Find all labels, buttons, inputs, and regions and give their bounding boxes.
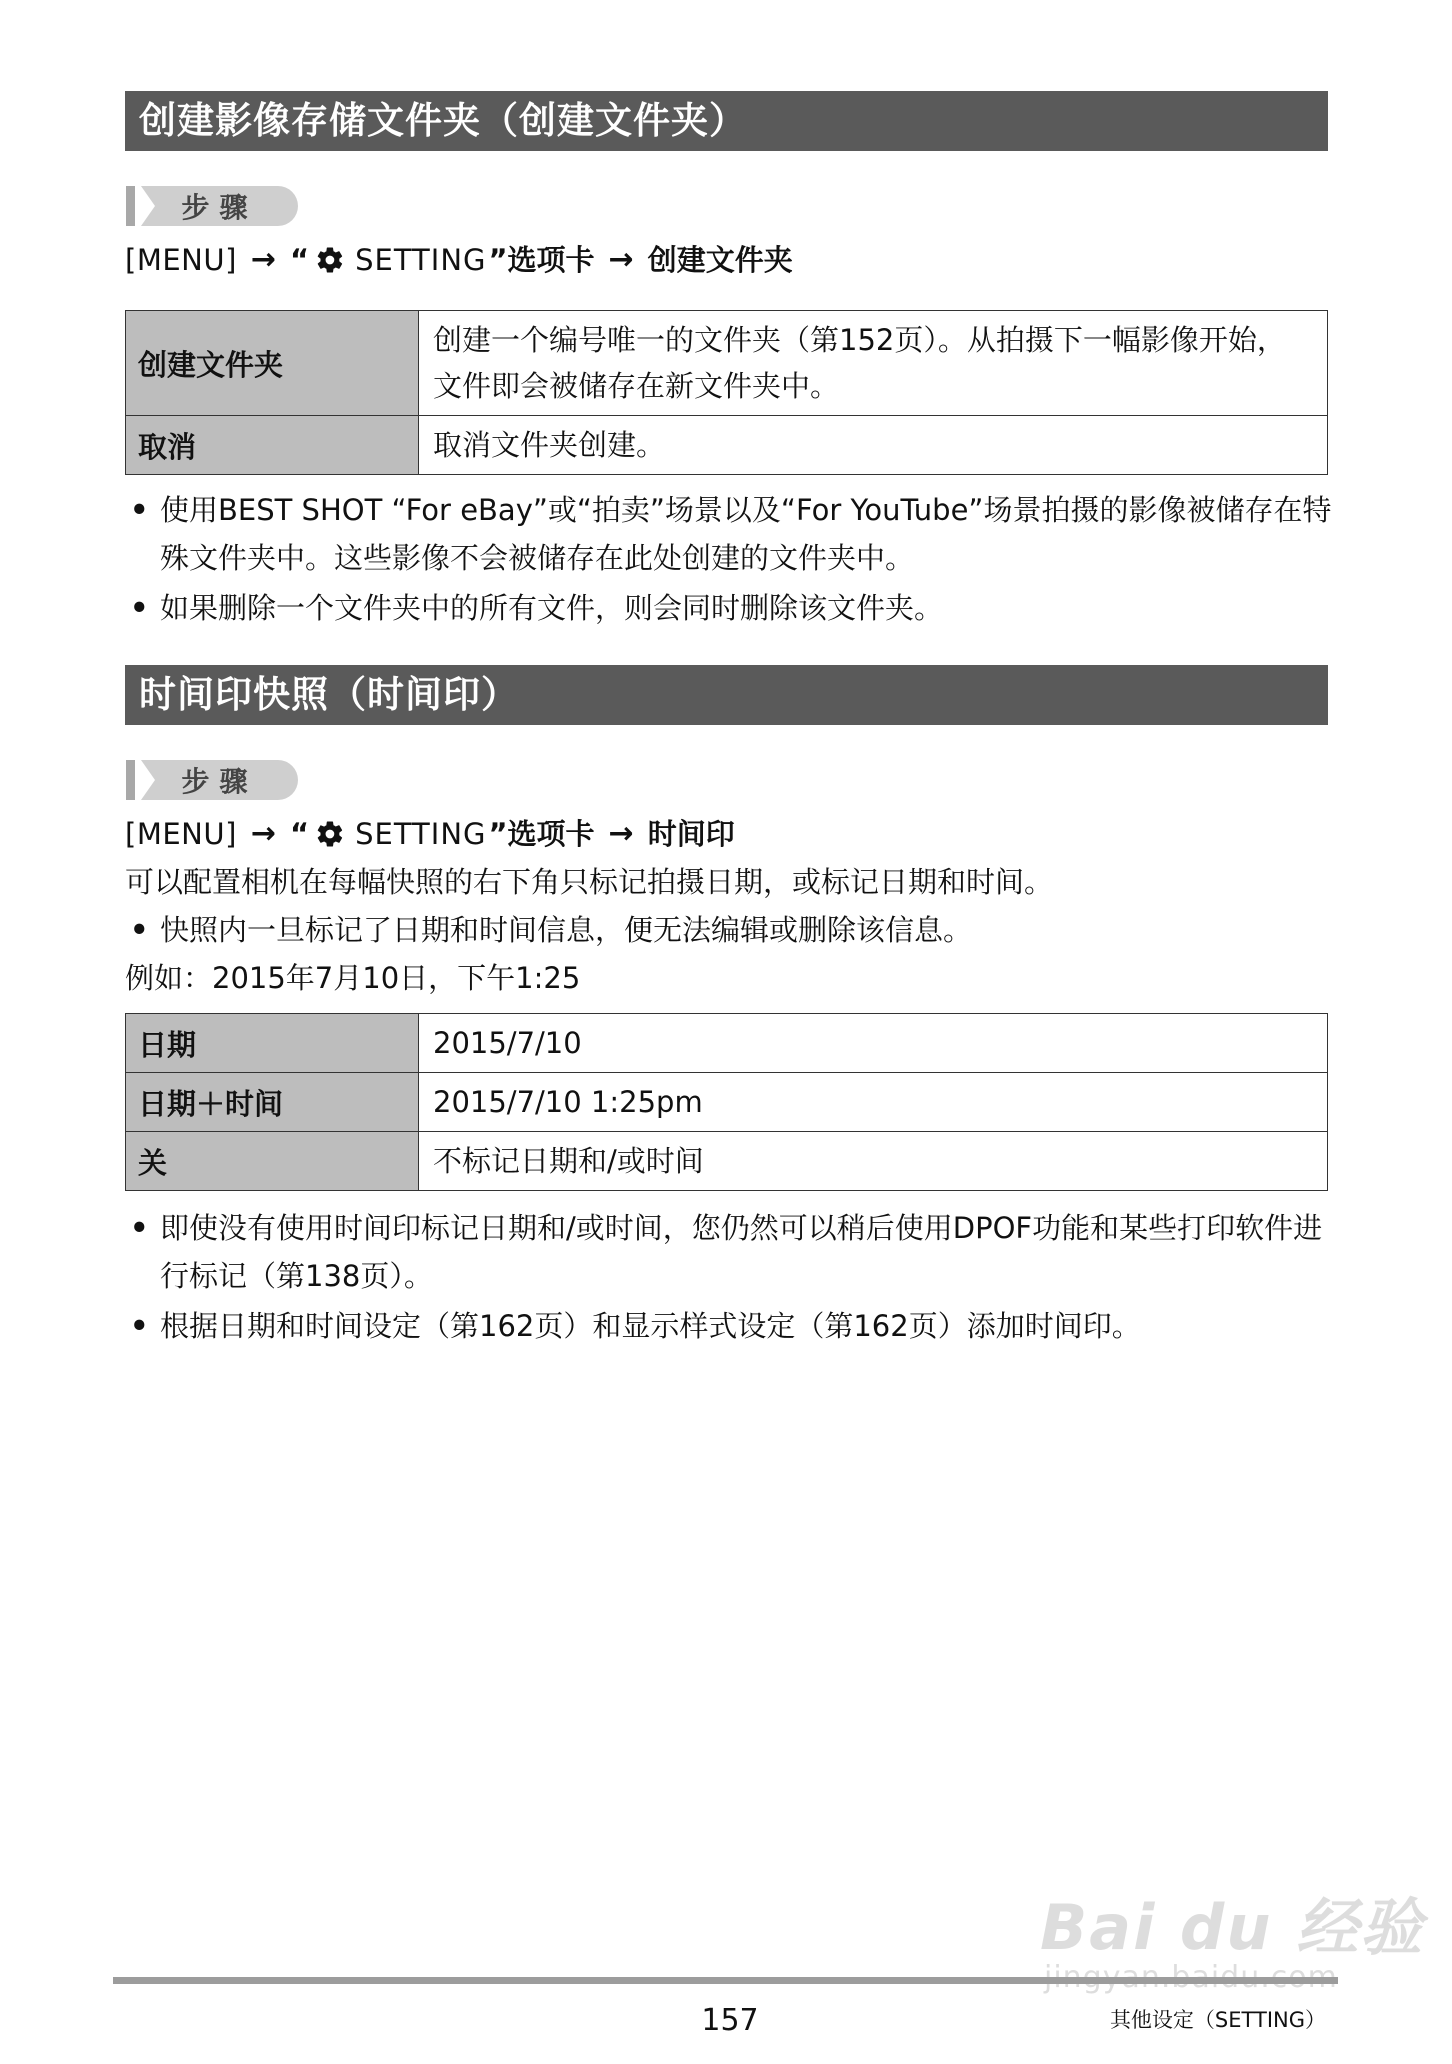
- section-title-time-stamp: 时间印快照（时间印）: [125, 665, 1328, 725]
- arrow-icon: →: [608, 816, 634, 851]
- arrow-icon: →: [250, 816, 277, 851]
- menu-path-time-stamp: [125, 814, 735, 854]
- bullet-dot: •: [130, 1309, 149, 1343]
- table-key: 日期: [126, 1014, 419, 1073]
- time-stamp-intro: 可以配置相机在每幅快照的右下角只标记拍摄日期，或标记日期和时间。: [125, 865, 1054, 899]
- bullet-dot: •: [130, 913, 149, 947]
- bullet-text: 快照内一旦标记了日期和时间信息，便无法编辑或删除该信息。: [160, 913, 973, 947]
- tab-label: ”选项卡: [488, 243, 595, 277]
- quote-open: “: [290, 817, 310, 851]
- table-value: 取消文件夹创建。: [419, 416, 1328, 475]
- bullet-text: 即使没有使用时间印标记日期和/或时间，您仍然可以稍后使用DPOF功能和某些打印软件进行标记（第138页）。: [160, 1211, 1323, 1293]
- table-value: 不标记日期和/或时间: [419, 1132, 1328, 1191]
- quote-open: “: [290, 243, 310, 277]
- arrow-icon: →: [608, 242, 634, 277]
- table-row: [126, 311, 1328, 416]
- table-key: 关: [126, 1132, 419, 1191]
- footer-rule: [113, 1977, 1338, 1984]
- menu-key-label: [MENU]: [125, 243, 237, 277]
- menu-target: 创建文件夹: [647, 243, 793, 277]
- table-value: 2015/7/10: [419, 1014, 1328, 1073]
- bullet-dot: •: [130, 1211, 149, 1245]
- table-row: [126, 1073, 1328, 1132]
- table-key: 取消: [126, 416, 419, 475]
- gear-icon: [315, 819, 345, 849]
- footer-section-label: 其他设定（SETTING）: [1109, 2008, 1326, 2032]
- tab-label: ”选项卡: [488, 817, 595, 851]
- steps-badge-label: 步骤: [141, 186, 298, 226]
- baidu-watermark: [1040, 1850, 1425, 1990]
- arrow-icon: →: [250, 242, 277, 277]
- bullet-dot: •: [130, 591, 149, 625]
- setting-label: SETTING: [355, 243, 487, 277]
- example-line: 例如：2015年7月10日，下午1:25: [125, 961, 581, 995]
- steps-badge: [126, 186, 298, 226]
- menu-key-label: [MENU]: [125, 817, 237, 851]
- steps-badge-stripe: [126, 186, 135, 226]
- bullet-text: 根据日期和时间设定（第162页）和显示样式设定（第162页）添加时间印。: [160, 1309, 1141, 1343]
- setting-label: SETTING: [355, 817, 487, 851]
- steps-badge: [126, 760, 298, 800]
- table-key: 创建文件夹: [126, 311, 419, 416]
- steps-badge-stripe: [126, 760, 135, 800]
- bullet-text: 使用BEST SHOT “For eBay”或“拍卖”场景以及“For YouTube”场景拍摄的影像被储存在特殊文件夹中。这些影像不会被储存在此处创建的文件夹中。: [160, 493, 1332, 575]
- page-number: 157: [701, 2003, 759, 2038]
- table-row: [126, 1132, 1328, 1191]
- bullet-item: [130, 1302, 1340, 1350]
- bullet-dot: •: [130, 493, 149, 527]
- bullet-item: [130, 1204, 1340, 1300]
- section-title-create-folder: 创建影像存储文件夹（创建文件夹）: [125, 91, 1328, 151]
- bullet-item: [130, 486, 1340, 582]
- time-stamp-table: [125, 1013, 1328, 1191]
- bullet-item: [130, 584, 1340, 632]
- menu-target: 时间印: [647, 817, 735, 851]
- menu-path-create-folder: [125, 240, 793, 280]
- watermark-brand: Bai du 经验: [1040, 1891, 1425, 1964]
- table-value: 创建一个编号唯一的文件夹（第152页）。从拍摄下一幅影像开始，文件即会被储存在新文件夹中。: [419, 311, 1328, 416]
- create-folder-table: [125, 310, 1328, 475]
- steps-badge-label: 步骤: [141, 760, 298, 800]
- table-row: [126, 416, 1328, 475]
- table-value: 2015/7/10 1:25pm: [419, 1073, 1328, 1132]
- table-row: [126, 1014, 1328, 1073]
- table-key: 日期＋时间: [126, 1073, 419, 1132]
- bullet-text: 如果删除一个文件夹中的所有文件，则会同时删除该文件夹。: [160, 591, 944, 625]
- gear-icon: [315, 245, 345, 275]
- bullet-item: [130, 906, 1340, 954]
